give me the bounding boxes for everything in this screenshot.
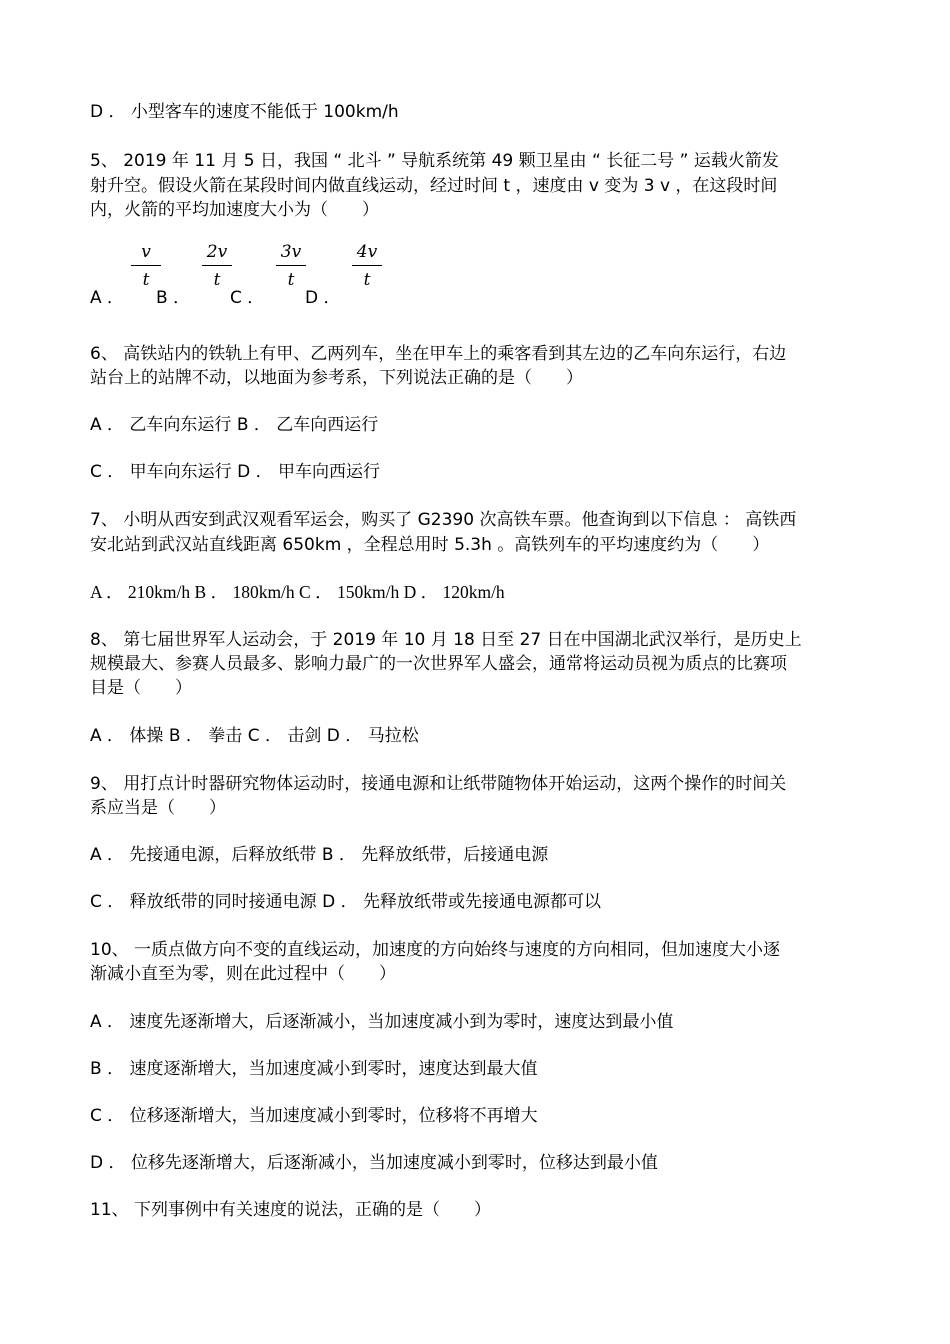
fraction-numerator: 2v <box>206 242 228 262</box>
fraction-denominator: t <box>287 270 295 290</box>
q5-option-c-fraction <box>274 240 308 291</box>
fraction-denominator: t <box>213 270 221 290</box>
q5-option-d-fraction <box>350 240 384 291</box>
question-7-options: A ． 210km/h B ． 180km/h C ． 150km/h D ． 120km/h <box>90 582 505 602</box>
question-10-option-a: A ． 速度先逐渐增大，后逐渐减小，当加速度减小到为零时，速度达到最小值 <box>90 1012 674 1032</box>
question-8-line-1: 8、 第七届世界军人运动会，于 2019 年 10 月 18 日至 27 日在中国湖北武汉举行，是历史上 <box>90 630 802 650</box>
fraction-bar <box>131 265 161 266</box>
q5-option-b-label: B ． <box>156 288 191 308</box>
fraction-numerator: 4v <box>356 242 378 262</box>
question-5-line-3: 内，火箭的平均加速度大小为（ ） <box>90 200 379 220</box>
fraction-bar <box>276 265 306 266</box>
question-6-options-ab: A ． 乙车向东运行 B ． 乙车向西运行 <box>90 415 379 435</box>
question-10-line-2: 渐减小直至为零，则在此过程中（ ） <box>90 964 396 984</box>
question-10-option-d: D ． 位移先逐渐增大，后逐渐减小，当加速度减小到零时，位移达到最小值 <box>90 1153 658 1173</box>
question-4-option-d: D ． 小型客车的速度不能低于 100km/h <box>90 102 399 122</box>
q5-option-a-label: A ． <box>90 288 125 308</box>
fraction-numerator: 3v <box>280 242 302 262</box>
question-10-option-c: C ． 位移逐渐增大，当加速度减小到零时，位移将不再增大 <box>90 1106 538 1126</box>
question-7-line-1: 7、 小明从西安到武汉观看军运会，购买了 G2390 次高铁车票。他查询到以下信息 ： 高铁西 <box>90 510 797 530</box>
question-5-options <box>90 240 490 310</box>
question-6-line-2: 站台上的站牌不动，以地面为参考系，下列说法正确的是（ ） <box>90 368 583 388</box>
question-9-options-cd: C ． 释放纸带的同时接通电源 D ． 先释放纸带或先接通电源都可以 <box>90 892 601 912</box>
fraction-denominator: t <box>142 270 150 290</box>
question-9-line-2: 系应当是（ ） <box>90 798 226 818</box>
question-6-options-cd: C ． 甲车向东运行 D ． 甲车向西运行 <box>90 462 380 482</box>
question-11-line-1: 11、 下列事例中有关速度的说法，正确的是（ ） <box>90 1200 492 1220</box>
question-7-line-2: 安北站到武汉站直线距离 650km ，全程总用时 5.3h 。高铁列车的平均速度约为（ ） <box>90 535 770 555</box>
q5-option-d-label: D ． <box>305 288 341 308</box>
fraction-bar <box>352 265 382 266</box>
question-10-option-b: B ． 速度逐渐增大，当加速度减小到零时，速度达到最大值 <box>90 1059 538 1079</box>
fraction-numerator: v <box>141 242 151 262</box>
fraction-bar <box>202 265 232 266</box>
fraction-denominator: t <box>363 270 371 290</box>
question-9-options-ab: A ． 先接通电源，后释放纸带 B ． 先释放纸带，后接通电源 <box>90 845 549 865</box>
question-6-line-1: 6、 高铁站内的铁轨上有甲、乙两列车，坐在甲车上的乘客看到其左边的乙车向东运行，右边 <box>90 344 787 364</box>
q5-option-b-fraction <box>200 240 234 291</box>
question-9-line-1: 9、 用打点计时器研究物体运动时，接通电源和让纸带随物体开始运动，这两个操作的时间关 <box>90 774 787 794</box>
question-10-line-1: 10、 一质点做方向不变的直线运动，加速度的方向始终与速度的方向相同，但加速度大小逐 <box>90 940 781 960</box>
q5-option-c-label: C ． <box>230 288 265 308</box>
question-5-line-2: 射升空。假设火箭在某段时间内做直线运动，经过时间 t ，速度由 v 变为 3 v ，在这段时间 <box>90 176 778 196</box>
question-5-line-1: 5、 2019 年 11 月 5 日，我国 “ 北斗 ” 导航系统第 49 颗卫星由 “ 长征二号 ” 运载火箭发 <box>90 151 779 171</box>
question-8-options: A ． 体操 B ． 拳击 C ． 击剑 D ． 马拉松 <box>90 726 419 746</box>
q5-option-a-fraction <box>129 240 163 291</box>
question-8-line-2: 规模最大、参赛人员最多、影响力最广的一次世界军人盛会，通常将运动员视为质点的比赛项 <box>90 654 787 674</box>
question-8-line-3: 目是（ ） <box>90 678 192 698</box>
